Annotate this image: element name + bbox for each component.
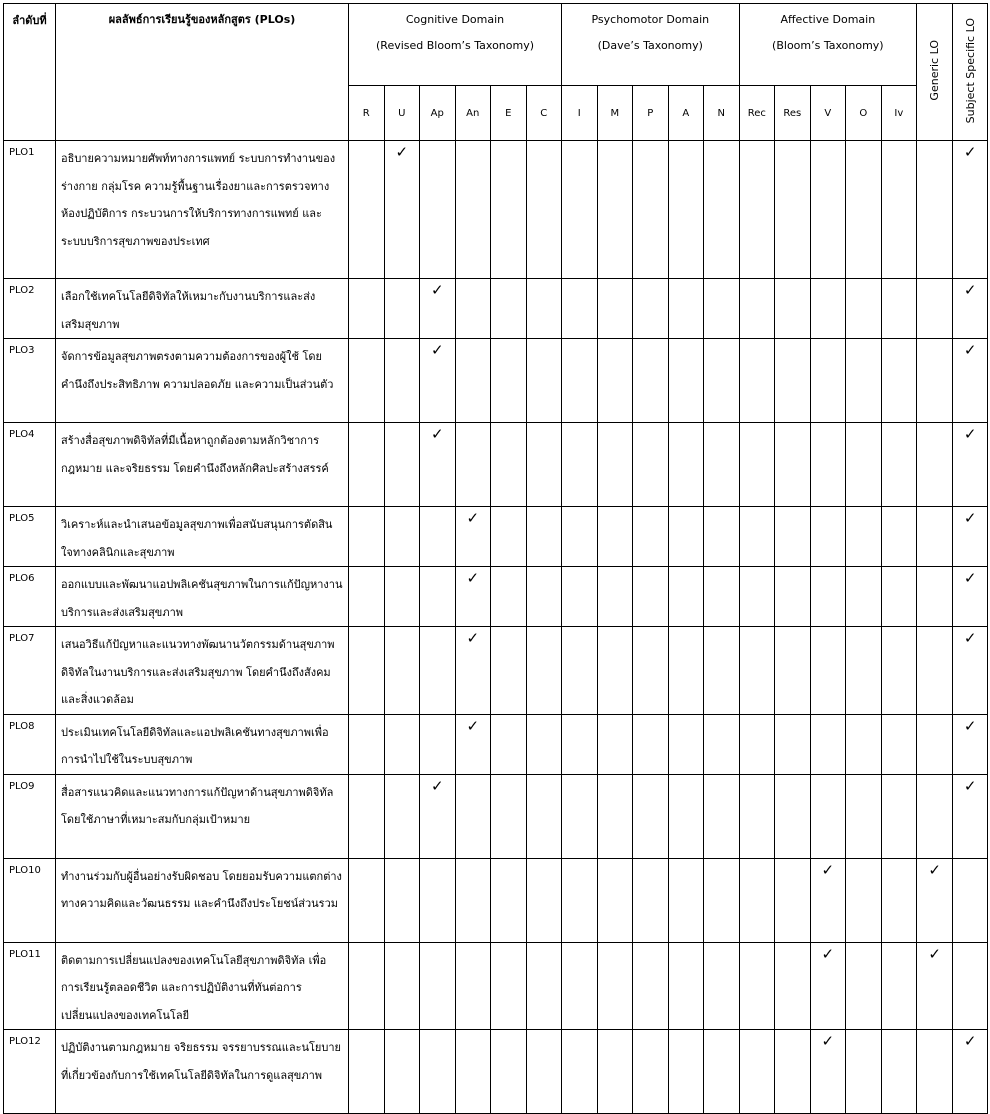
plo-description: สร้างสื่อสุขภาพดิจิทัลที่มีเนื้อหาถูกต้องตามหลักวิชาการ กฎหมาย และจริยธรรม โดยคำนึงถึงหลักศิลปะสร้างสรรค์	[56, 423, 349, 507]
empty-mapping-cell	[633, 141, 669, 279]
empty-mapping-cell	[562, 141, 598, 279]
empty-mapping-cell	[491, 714, 527, 774]
empty-mapping-cell	[349, 339, 385, 423]
empty-mapping-cell	[597, 714, 633, 774]
empty-mapping-cell	[420, 714, 456, 774]
empty-mapping-cell	[491, 279, 527, 339]
empty-mapping-cell	[384, 339, 420, 423]
empty-mapping-cell	[775, 423, 811, 507]
plo-row	[4, 567, 988, 627]
empty-mapping-cell	[668, 858, 704, 942]
empty-mapping-cell	[810, 507, 846, 567]
empty-mapping-cell	[775, 942, 811, 1030]
plo-row	[4, 858, 988, 942]
plo-row	[4, 507, 988, 567]
empty-mapping-cell	[881, 858, 917, 942]
empty-mapping-cell	[526, 279, 562, 339]
empty-mapping-cell	[562, 714, 598, 774]
empty-mapping-cell	[562, 279, 598, 339]
empty-mapping-cell	[349, 714, 385, 774]
empty-mapping-cell	[775, 1030, 811, 1114]
plo-id: PLO6	[4, 567, 56, 627]
empty-mapping-cell	[810, 141, 846, 279]
empty-mapping-cell	[455, 942, 491, 1030]
empty-mapping-cell	[810, 423, 846, 507]
taxonomy-code-n: N	[704, 86, 740, 141]
header-cognitive-domain	[349, 4, 562, 86]
empty-mapping-cell	[704, 774, 740, 858]
empty-mapping-cell	[775, 507, 811, 567]
empty-mapping-cell	[881, 774, 917, 858]
empty-mapping-cell	[491, 423, 527, 507]
empty-mapping-cell	[526, 507, 562, 567]
psychomotor-domain-title: Psychomotor Domain	[591, 13, 710, 26]
empty-mapping-cell	[633, 627, 669, 715]
empty-mapping-cell	[917, 714, 953, 774]
header-psychomotor-domain	[562, 4, 740, 86]
subject-specific-lo-label: Subject Specific LO	[963, 17, 977, 124]
plo-id: PLO10	[4, 858, 56, 942]
plo-id: PLO8	[4, 714, 56, 774]
empty-mapping-cell	[775, 279, 811, 339]
empty-mapping-cell	[349, 507, 385, 567]
empty-mapping-cell	[526, 1030, 562, 1114]
empty-mapping-cell	[455, 141, 491, 279]
empty-mapping-cell	[633, 279, 669, 339]
empty-mapping-cell	[917, 339, 953, 423]
empty-mapping-cell	[597, 141, 633, 279]
check-mark-icon: ✓	[953, 714, 988, 774]
empty-mapping-cell	[455, 423, 491, 507]
empty-mapping-cell	[739, 627, 775, 715]
taxonomy-code-i: I	[562, 86, 598, 141]
empty-mapping-cell	[704, 567, 740, 627]
empty-mapping-cell	[562, 339, 598, 423]
taxonomy-code-iv: Iv	[881, 86, 917, 141]
empty-mapping-cell	[349, 567, 385, 627]
taxonomy-code-e: E	[491, 86, 527, 141]
empty-mapping-cell	[881, 141, 917, 279]
empty-mapping-cell	[881, 627, 917, 715]
taxonomy-code-res: Res	[775, 86, 811, 141]
empty-mapping-cell	[526, 567, 562, 627]
check-mark-icon: ✓	[953, 774, 988, 858]
empty-mapping-cell	[526, 423, 562, 507]
empty-mapping-cell	[562, 507, 598, 567]
empty-mapping-cell	[420, 942, 456, 1030]
empty-mapping-cell	[668, 423, 704, 507]
empty-mapping-cell	[491, 858, 527, 942]
empty-mapping-cell	[917, 423, 953, 507]
empty-mapping-cell	[455, 858, 491, 942]
empty-mapping-cell	[739, 279, 775, 339]
header-subject-specific-lo	[953, 4, 988, 141]
empty-mapping-cell	[668, 141, 704, 279]
empty-mapping-cell	[704, 942, 740, 1030]
empty-mapping-cell	[597, 627, 633, 715]
empty-mapping-cell	[633, 507, 669, 567]
empty-mapping-cell	[668, 507, 704, 567]
empty-mapping-cell	[491, 1030, 527, 1114]
empty-mapping-cell	[420, 858, 456, 942]
empty-mapping-cell	[597, 567, 633, 627]
plo-id: PLO11	[4, 942, 56, 1030]
empty-mapping-cell	[846, 141, 882, 279]
empty-mapping-cell	[668, 279, 704, 339]
empty-mapping-cell	[881, 942, 917, 1030]
taxonomy-code-ap: Ap	[420, 86, 456, 141]
plo-id: PLO1	[4, 141, 56, 279]
empty-mapping-cell	[526, 714, 562, 774]
check-mark-icon: ✓	[953, 339, 988, 423]
empty-mapping-cell	[704, 858, 740, 942]
check-mark-icon: ✓	[420, 279, 456, 339]
empty-mapping-cell	[420, 141, 456, 279]
check-mark-icon: ✓	[953, 141, 988, 279]
check-mark-icon: ✓	[953, 1030, 988, 1114]
taxonomy-code-r: R	[349, 86, 385, 141]
empty-mapping-cell	[420, 567, 456, 627]
plo-row	[4, 1030, 988, 1114]
empty-mapping-cell	[881, 507, 917, 567]
taxonomy-code-v: V	[810, 86, 846, 141]
taxonomy-code-rec: Rec	[739, 86, 775, 141]
plo-id: PLO12	[4, 1030, 56, 1114]
empty-mapping-cell	[917, 279, 953, 339]
empty-mapping-cell	[846, 423, 882, 507]
check-mark-icon: ✓	[953, 423, 988, 507]
empty-mapping-cell	[384, 627, 420, 715]
taxonomy-code-o: O	[846, 86, 882, 141]
empty-mapping-cell	[562, 567, 598, 627]
check-mark-icon: ✓	[810, 858, 846, 942]
taxonomy-code-u: U	[384, 86, 420, 141]
empty-mapping-cell	[384, 567, 420, 627]
empty-mapping-cell	[384, 858, 420, 942]
empty-mapping-cell	[597, 942, 633, 1030]
empty-mapping-cell	[420, 627, 456, 715]
empty-mapping-cell	[562, 774, 598, 858]
check-mark-icon: ✓	[455, 627, 491, 715]
empty-mapping-cell	[846, 627, 882, 715]
plo-description: วิเคราะห์และนำเสนอข้อมูลสุขภาพเพื่อสนับสนุนการตัดสินใจทางคลินิกและสุขภาพ	[56, 507, 349, 567]
affective-domain-title: Affective Domain	[780, 13, 876, 26]
empty-mapping-cell	[597, 858, 633, 942]
header-affective-domain	[739, 4, 917, 86]
empty-mapping-cell	[846, 774, 882, 858]
check-mark-icon: ✓	[953, 627, 988, 715]
empty-mapping-cell	[704, 507, 740, 567]
plo-table-body	[4, 141, 988, 1114]
empty-mapping-cell	[491, 567, 527, 627]
empty-mapping-cell	[526, 942, 562, 1030]
check-mark-icon: ✓	[420, 423, 456, 507]
check-mark-icon: ✓	[420, 774, 456, 858]
empty-mapping-cell	[633, 567, 669, 627]
header-generic-lo	[917, 4, 953, 141]
empty-mapping-cell	[668, 627, 704, 715]
plo-id: PLO3	[4, 339, 56, 423]
empty-mapping-cell	[526, 774, 562, 858]
empty-mapping-cell	[739, 858, 775, 942]
taxonomy-code-m: M	[597, 86, 633, 141]
check-mark-icon: ✓	[455, 507, 491, 567]
empty-mapping-cell	[810, 339, 846, 423]
empty-mapping-cell	[704, 423, 740, 507]
empty-mapping-cell	[597, 279, 633, 339]
plo-description: อธิบายความหมายศัพท์ทางการแพทย์ ระบบการทำงานของร่างกาย กลุ่มโรค ความรู้พื้นฐานเรื่องยาและการตรวจทางห้องปฏิบัติการ กระบวนการให้บริการทางการแพทย์ และระบบบริการสุขภาพของประเทศ	[56, 141, 349, 279]
empty-mapping-cell	[597, 774, 633, 858]
check-mark-icon: ✓	[917, 858, 953, 942]
empty-mapping-cell	[846, 567, 882, 627]
empty-mapping-cell	[420, 1030, 456, 1114]
empty-mapping-cell	[349, 1030, 385, 1114]
empty-mapping-cell	[633, 423, 669, 507]
empty-mapping-cell	[420, 507, 456, 567]
plo-description: ประเมินเทคโนโลยีดิจิทัลและแอปพลิเคชันทางสุขภาพเพื่อการนำไปใช้ในระบบสุขภาพ	[56, 714, 349, 774]
empty-mapping-cell	[491, 774, 527, 858]
empty-mapping-cell	[917, 1030, 953, 1114]
affective-domain-subtitle: (Bloom’s Taxonomy)	[772, 39, 884, 52]
empty-mapping-cell	[881, 423, 917, 507]
empty-mapping-cell	[349, 627, 385, 715]
empty-mapping-cell	[739, 507, 775, 567]
plo-row	[4, 627, 988, 715]
empty-mapping-cell	[810, 279, 846, 339]
empty-mapping-cell	[881, 714, 917, 774]
empty-mapping-cell	[633, 1030, 669, 1114]
cognitive-domain-subtitle: (Revised Bloom’s Taxonomy)	[376, 39, 535, 52]
plo-row	[4, 774, 988, 858]
plo-row	[4, 942, 988, 1030]
empty-mapping-cell	[775, 339, 811, 423]
empty-mapping-cell	[846, 279, 882, 339]
empty-mapping-cell	[668, 942, 704, 1030]
empty-mapping-cell	[633, 714, 669, 774]
empty-mapping-cell	[668, 714, 704, 774]
check-mark-icon: ✓	[810, 942, 846, 1030]
empty-mapping-cell	[917, 627, 953, 715]
empty-mapping-cell	[739, 567, 775, 627]
check-mark-icon: ✓	[455, 567, 491, 627]
plo-row	[4, 423, 988, 507]
empty-mapping-cell	[668, 567, 704, 627]
empty-mapping-cell	[881, 279, 917, 339]
header-sequence-number: ลำดับที่	[4, 4, 56, 141]
empty-mapping-cell	[846, 714, 882, 774]
check-mark-icon: ✓	[455, 714, 491, 774]
empty-mapping-cell	[739, 942, 775, 1030]
empty-mapping-cell	[491, 627, 527, 715]
empty-mapping-cell	[775, 774, 811, 858]
psychomotor-domain-subtitle: (Dave’s Taxonomy)	[597, 39, 703, 52]
plo-row	[4, 714, 988, 774]
plo-id: PLO9	[4, 774, 56, 858]
empty-mapping-cell	[846, 507, 882, 567]
plo-description: เลือกใช้เทคโนโลยีดิจิทัลให้เหมาะกับงานบริการและส่งเสริมสุขภาพ	[56, 279, 349, 339]
empty-mapping-cell	[491, 942, 527, 1030]
plo-description: จัดการข้อมูลสุขภาพตรงตามความต้องการของผู้ใช้ โดยคำนึงถึงประสิทธิภาพ ความปลอดภัย และความเป็นส่วนตัว	[56, 339, 349, 423]
empty-mapping-cell	[562, 423, 598, 507]
empty-mapping-cell	[597, 339, 633, 423]
empty-mapping-cell	[917, 507, 953, 567]
empty-mapping-cell	[917, 567, 953, 627]
check-mark-icon: ✓	[420, 339, 456, 423]
empty-mapping-cell	[491, 141, 527, 279]
empty-mapping-cell	[917, 141, 953, 279]
check-mark-icon: ✓	[810, 1030, 846, 1114]
empty-mapping-cell	[384, 423, 420, 507]
empty-mapping-cell	[633, 858, 669, 942]
empty-mapping-cell	[384, 1030, 420, 1114]
plo-description: ออกแบบและพัฒนาแอปพลิเคชันสุขภาพในการแก้ปัญหางานบริการและส่งเสริมสุขภาพ	[56, 567, 349, 627]
plo-row	[4, 339, 988, 423]
empty-mapping-cell	[562, 942, 598, 1030]
empty-mapping-cell	[810, 774, 846, 858]
plo-description: ปฏิบัติงานตามกฎหมาย จริยธรรม จรรยาบรรณและนโยบายที่เกี่ยวข้องกับการใช้เทคโนโลยีดิจิทัลในการดูแลสุขภาพ	[56, 1030, 349, 1114]
empty-mapping-cell	[775, 141, 811, 279]
empty-mapping-cell	[384, 774, 420, 858]
plo-description: ทำงานร่วมกับผู้อื่นอย่างรับผิดชอบ โดยยอมรับความแตกต่างทางความคิดและวัฒนธรรม และคำนึงถึงประโยชน์ส่วนรวม	[56, 858, 349, 942]
check-mark-icon: ✓	[953, 507, 988, 567]
cognitive-domain-title: Cognitive Domain	[405, 13, 505, 26]
empty-mapping-cell	[704, 339, 740, 423]
empty-mapping-cell	[562, 858, 598, 942]
empty-mapping-cell	[846, 339, 882, 423]
empty-mapping-cell	[739, 714, 775, 774]
empty-mapping-cell	[562, 627, 598, 715]
empty-mapping-cell	[384, 714, 420, 774]
empty-mapping-cell	[953, 942, 988, 1030]
empty-mapping-cell	[455, 1030, 491, 1114]
check-mark-icon: ✓	[953, 279, 988, 339]
plo-description: ติดตามการเปลี่ยนแปลงของเทคโนโลยีสุขภาพดิจิทัล เพื่อการเรียนรู้ตลอดชีวิต และการปฏิบัติงานที่ทันต่อการเปลี่ยนแปลงของเทคโนโลยี	[56, 942, 349, 1030]
empty-mapping-cell	[349, 858, 385, 942]
empty-mapping-cell	[810, 627, 846, 715]
plo-id: PLO7	[4, 627, 56, 715]
empty-mapping-cell	[846, 942, 882, 1030]
empty-mapping-cell	[526, 339, 562, 423]
empty-mapping-cell	[881, 339, 917, 423]
empty-mapping-cell	[526, 141, 562, 279]
empty-mapping-cell	[704, 279, 740, 339]
empty-mapping-cell	[597, 423, 633, 507]
empty-mapping-cell	[775, 714, 811, 774]
empty-mapping-cell	[739, 141, 775, 279]
empty-mapping-cell	[491, 339, 527, 423]
generic-lo-label: Generic LO	[928, 40, 942, 101]
empty-mapping-cell	[775, 627, 811, 715]
empty-mapping-cell	[810, 714, 846, 774]
empty-mapping-cell	[704, 141, 740, 279]
empty-mapping-cell	[668, 339, 704, 423]
empty-mapping-cell	[953, 858, 988, 942]
plo-id: PLO4	[4, 423, 56, 507]
empty-mapping-cell	[704, 627, 740, 715]
plo-row	[4, 279, 988, 339]
empty-mapping-cell	[633, 339, 669, 423]
empty-mapping-cell	[775, 567, 811, 627]
check-mark-icon: ✓	[917, 942, 953, 1030]
empty-mapping-cell	[633, 774, 669, 858]
empty-mapping-cell	[349, 942, 385, 1030]
plo-id: PLO5	[4, 507, 56, 567]
taxonomy-code-c: C	[526, 86, 562, 141]
empty-mapping-cell	[349, 141, 385, 279]
empty-mapping-cell	[349, 423, 385, 507]
empty-mapping-cell	[349, 774, 385, 858]
empty-mapping-cell	[739, 339, 775, 423]
empty-mapping-cell	[704, 714, 740, 774]
header-plo: ผลลัพธ์การเรียนรู้ของหลักสูตร (PLOs)	[56, 4, 349, 141]
empty-mapping-cell	[455, 774, 491, 858]
taxonomy-code-a: A	[668, 86, 704, 141]
plo-row	[4, 141, 988, 279]
empty-mapping-cell	[881, 1030, 917, 1114]
empty-mapping-cell	[739, 1030, 775, 1114]
empty-mapping-cell	[455, 339, 491, 423]
empty-mapping-cell	[597, 507, 633, 567]
check-mark-icon: ✓	[384, 141, 420, 279]
empty-mapping-cell	[739, 774, 775, 858]
empty-mapping-cell	[491, 507, 527, 567]
empty-mapping-cell	[739, 423, 775, 507]
plo-id: PLO2	[4, 279, 56, 339]
plo-description: เสนอวิธีแก้ปัญหาและแนวทางพัฒนานวัตกรรมด้านสุขภาพดิจิทัลในงานบริการและส่งเสริมสุขภาพ โดยคำนึงถึงสังคมและสิ่งแวดล้อม	[56, 627, 349, 715]
empty-mapping-cell	[384, 507, 420, 567]
empty-mapping-cell	[917, 774, 953, 858]
taxonomy-code-an: An	[455, 86, 491, 141]
empty-mapping-cell	[668, 1030, 704, 1114]
empty-mapping-cell	[455, 279, 491, 339]
empty-mapping-cell	[384, 942, 420, 1030]
empty-mapping-cell	[526, 627, 562, 715]
empty-mapping-cell	[597, 1030, 633, 1114]
plo-description: สื่อสารแนวคิดและแนวทางการแก้ปัญหาด้านสุขภาพดิจิทัลโดยใช้ภาษาที่เหมาะสมกับกลุ่มเป้าหมาย	[56, 774, 349, 858]
empty-mapping-cell	[704, 1030, 740, 1114]
empty-mapping-cell	[633, 942, 669, 1030]
empty-mapping-cell	[810, 567, 846, 627]
check-mark-icon: ✓	[953, 567, 988, 627]
empty-mapping-cell	[846, 858, 882, 942]
empty-mapping-cell	[384, 279, 420, 339]
empty-mapping-cell	[526, 858, 562, 942]
empty-mapping-cell	[349, 279, 385, 339]
empty-mapping-cell	[562, 1030, 598, 1114]
plo-mapping-table	[3, 3, 988, 1114]
empty-mapping-cell	[846, 1030, 882, 1114]
empty-mapping-cell	[881, 567, 917, 627]
empty-mapping-cell	[775, 858, 811, 942]
taxonomy-code-p: P	[633, 86, 669, 141]
empty-mapping-cell	[668, 774, 704, 858]
